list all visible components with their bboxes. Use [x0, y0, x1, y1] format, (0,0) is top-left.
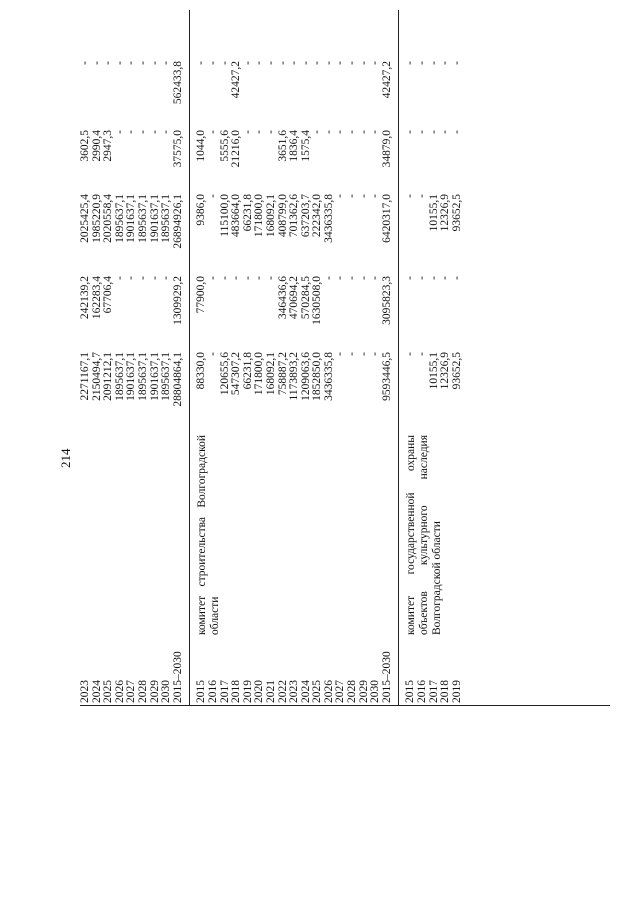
value-cell: - — [322, 61, 335, 65]
value-cell: - — [416, 194, 429, 198]
value-cell: 1044,0 — [195, 130, 208, 162]
year-cell: 2027 — [125, 680, 138, 703]
value-cell: - — [416, 352, 429, 356]
value-cell: 222342,0 — [311, 194, 324, 238]
table-block-continued — [80, 10, 184, 705]
value-cell: - — [346, 61, 359, 65]
value-cell: - — [160, 276, 173, 280]
value-cell: 3651,6 — [276, 130, 289, 162]
value-cell: 42427,2 — [380, 61, 393, 99]
value-cell: - — [404, 276, 417, 280]
value-cell: 1895637,1 — [136, 352, 149, 401]
year-cell: 2015 — [404, 680, 417, 703]
value-cell: - — [416, 130, 429, 134]
value-cell: - — [136, 276, 149, 280]
value-cell: 1630508,0 — [311, 276, 324, 325]
year-cell: 2016 — [206, 680, 219, 703]
year-cell: 2029 — [357, 680, 370, 703]
table-block-construction-committee — [196, 10, 393, 705]
value-cell: - — [136, 61, 149, 65]
year-cell: 2018 — [230, 680, 243, 703]
label-cell — [324, 428, 336, 643]
value-cell: 115100,0 — [218, 194, 231, 237]
year-cell: 2028 — [346, 680, 359, 703]
value-cell: - — [427, 130, 440, 134]
year-cell: 2026 — [113, 680, 126, 703]
value-cell: - — [404, 194, 417, 198]
value-cell: 9593446,5 — [380, 352, 393, 401]
year-cell: 2019 — [450, 680, 463, 703]
year-cell: 2018 — [439, 680, 452, 703]
row-divider — [189, 10, 190, 705]
label-cell — [266, 428, 278, 643]
value-cell: - — [369, 61, 382, 65]
table-row — [161, 10, 173, 705]
budget-table — [80, 10, 610, 705]
year-cell: 2022 — [276, 680, 289, 703]
value-cell: 171800,0 — [253, 352, 266, 396]
label-cell — [312, 428, 324, 643]
table-row — [359, 10, 371, 705]
value-cell: 470694,2 — [288, 276, 301, 320]
value-cell: - — [79, 61, 91, 65]
value-cell: 12326,9 — [439, 352, 452, 390]
value-cell: 1901637,1 — [148, 352, 161, 401]
table-row — [173, 10, 185, 705]
value-cell: - — [357, 276, 370, 280]
table-row — [289, 10, 301, 705]
value-cell: 562433,8 — [171, 61, 184, 105]
label-cell — [301, 428, 313, 643]
table-row — [347, 10, 359, 705]
value-cell: 1852850,0 — [311, 352, 324, 401]
value-cell: 1895637,1 — [160, 194, 173, 243]
responsible-org-label: комитет строительства Волгоградской области — [196, 435, 222, 635]
value-cell: 1901637,1 — [148, 194, 161, 243]
year-cell: 2016 — [416, 680, 429, 703]
year-cell: 2025 — [102, 680, 115, 703]
value-cell: 34879,0 — [380, 130, 393, 168]
value-cell: - — [346, 130, 359, 134]
value-cell: 168092,1 — [264, 194, 277, 238]
value-cell: 1575,4 — [299, 130, 312, 162]
year-cell: 2023 — [79, 680, 91, 703]
value-cell: 1836,4 — [288, 130, 301, 162]
year-cell: 2015–2030 — [171, 651, 184, 703]
value-cell: - — [334, 194, 347, 198]
value-cell: - — [264, 130, 277, 134]
year-cell: 2017 — [218, 680, 231, 703]
value-cell: 1901637,1 — [125, 194, 138, 243]
value-cell: 21216,0 — [230, 130, 243, 168]
year-cell: 2026 — [322, 680, 335, 703]
value-cell: 701362,6 — [288, 194, 301, 238]
value-cell: - — [160, 130, 173, 134]
value-cell: 67706,4 — [102, 276, 115, 314]
value-cell: - — [404, 130, 417, 134]
value-cell: - — [148, 276, 161, 280]
table-row — [80, 10, 92, 705]
value-cell: - — [206, 61, 219, 65]
value-cell: - — [346, 194, 359, 198]
value-cell: - — [148, 61, 161, 65]
value-cell: - — [90, 61, 103, 65]
value-cell: - — [125, 276, 138, 280]
value-cell: 1901637,1 — [125, 352, 138, 401]
value-cell: - — [125, 130, 138, 134]
value-cell: - — [369, 276, 382, 280]
table-row — [138, 10, 150, 705]
value-cell: - — [450, 130, 463, 134]
label-cell — [452, 428, 464, 643]
label-cell — [126, 428, 138, 643]
value-cell: 162283,4 — [90, 276, 103, 320]
year-cell: 2015–2030 — [380, 651, 393, 703]
value-cell: 10155,1 — [427, 352, 440, 390]
value-cell: 1895637,1 — [160, 352, 173, 401]
value-cell: 3602,5 — [79, 130, 91, 162]
value-cell: 346436,6 — [276, 276, 289, 320]
value-cell: - — [218, 61, 231, 65]
table-row — [335, 10, 347, 705]
year-cell: 2023 — [288, 680, 301, 703]
value-cell: - — [125, 61, 138, 65]
value-cell: 1173893,2 — [288, 352, 301, 401]
value-cell: - — [404, 352, 417, 356]
value-cell: - — [206, 194, 219, 198]
value-cell: 242139,2 — [79, 276, 91, 320]
value-cell: 88330,0 — [195, 352, 208, 390]
value-cell: 547307,2 — [230, 352, 243, 396]
label-cell — [80, 428, 92, 643]
value-cell: 10155,1 — [427, 194, 440, 232]
value-cell: - — [102, 61, 115, 65]
value-cell: 93652,5 — [450, 352, 463, 390]
value-cell: 483664,0 — [230, 194, 243, 238]
value-cell: - — [322, 130, 335, 134]
year-cell: 2027 — [334, 680, 347, 703]
table-row — [231, 10, 243, 705]
value-cell: - — [346, 276, 359, 280]
value-cell: 6420317,0 — [380, 194, 393, 243]
label-cell — [382, 428, 394, 643]
table-row — [266, 10, 278, 705]
value-cell: - — [113, 61, 126, 65]
value-cell: - — [253, 130, 266, 134]
value-cell: - — [230, 276, 243, 280]
table-row — [382, 10, 394, 705]
column-divider — [80, 705, 610, 706]
value-cell: - — [416, 276, 429, 280]
value-cell: - — [276, 61, 289, 65]
value-cell: 2947,3 — [102, 130, 115, 162]
value-cell: - — [136, 130, 149, 134]
year-cell: 2030 — [160, 680, 173, 703]
value-cell: 77900,0 — [195, 276, 208, 314]
value-cell: - — [311, 61, 324, 65]
label-cell — [231, 428, 243, 643]
value-cell: - — [450, 61, 463, 65]
value-cell: - — [206, 352, 219, 356]
value-cell: 3436335,8 — [322, 194, 335, 243]
value-cell: - — [253, 61, 266, 65]
value-cell: 2091212,1 — [102, 352, 115, 401]
label-cell — [115, 428, 127, 643]
value-cell: 37575,0 — [171, 130, 184, 168]
value-cell: 93652,5 — [450, 194, 463, 232]
value-cell: - — [439, 276, 452, 280]
value-cell: 5555,6 — [218, 130, 231, 162]
label-cell — [289, 428, 301, 643]
year-cell: 2019 — [241, 680, 254, 703]
year-cell: 2017 — [427, 680, 440, 703]
value-cell: - — [264, 61, 277, 65]
value-cell: - — [206, 276, 219, 280]
value-cell: - — [404, 61, 417, 65]
label-cell — [370, 428, 382, 643]
label-cell — [161, 428, 173, 643]
value-cell: - — [334, 352, 347, 356]
year-cell: 2021 — [264, 680, 277, 703]
label-cell — [103, 428, 115, 643]
value-cell: - — [264, 276, 277, 280]
value-cell: - — [357, 61, 370, 65]
value-cell: - — [369, 194, 382, 198]
value-cell: - — [113, 130, 126, 134]
value-cell: 2271167,1 — [79, 352, 91, 401]
value-cell: - — [299, 61, 312, 65]
value-cell: - — [416, 61, 429, 65]
label-cell — [347, 428, 359, 643]
value-cell: 66231,8 — [241, 194, 254, 232]
label-cell — [150, 428, 162, 643]
page-number: 214 — [58, 448, 73, 468]
label-cell — [138, 428, 150, 643]
value-cell: 120655,6 — [218, 352, 231, 396]
value-cell: - — [427, 276, 440, 280]
year-cell: 2030 — [369, 680, 382, 703]
value-cell: 2990,4 — [90, 130, 103, 162]
value-cell: - — [241, 61, 254, 65]
table-block-heritage-committee — [405, 10, 463, 705]
value-cell: 9386,0 — [195, 194, 208, 226]
value-cell: 28804864,1 — [171, 352, 184, 407]
value-cell: 3436335,8 — [322, 352, 335, 401]
value-cell: - — [160, 61, 173, 65]
value-cell: 408799,0 — [276, 194, 289, 238]
value-cell: 1309929,2 — [171, 276, 184, 325]
value-cell: - — [346, 352, 359, 356]
label-cell — [254, 428, 266, 643]
responsible-org-label: комитет государственной охраны объектов культурного наследия Волгоградской области — [405, 435, 444, 635]
value-cell: - — [253, 276, 266, 280]
value-cell: - — [113, 276, 126, 280]
value-cell: - — [439, 61, 452, 65]
value-cell: - — [369, 352, 382, 356]
value-cell: 2020558,4 — [102, 194, 115, 243]
value-cell: 1985220,9 — [90, 194, 103, 243]
value-cell: 758887,2 — [276, 352, 289, 396]
value-cell: - — [241, 130, 254, 134]
value-cell: - — [195, 61, 208, 65]
year-cell: 2024 — [299, 680, 312, 703]
value-cell: - — [311, 130, 324, 134]
year-cell: 2020 — [253, 680, 266, 703]
value-cell: - — [288, 61, 301, 65]
value-cell: - — [439, 130, 452, 134]
value-cell: - — [369, 130, 382, 134]
label-cell — [359, 428, 371, 643]
value-cell: 12326,9 — [439, 194, 452, 232]
value-cell: 168092,1 — [264, 352, 277, 396]
value-cell: 1209063,6 — [299, 352, 312, 401]
value-cell: - — [322, 276, 335, 280]
value-cell: 42427,2 — [230, 61, 243, 99]
value-cell: 2150494,7 — [90, 352, 103, 401]
label-cell — [173, 428, 185, 643]
label-cell — [92, 428, 104, 643]
label-cell — [243, 428, 255, 643]
value-cell: - — [450, 276, 463, 280]
value-cell: - — [357, 194, 370, 198]
value-cell: - — [218, 276, 231, 280]
value-cell: - — [206, 130, 219, 134]
value-cell: 570284,5 — [299, 276, 312, 320]
value-cell: 2025425,4 — [79, 194, 91, 243]
value-cell: 171800,0 — [253, 194, 266, 238]
value-cell: 1895637,1 — [113, 194, 126, 243]
value-cell: - — [357, 352, 370, 356]
value-cell: 1895637,1 — [113, 352, 126, 401]
value-cell: 1895637,1 — [136, 194, 149, 243]
year-cell: 2028 — [136, 680, 149, 703]
label-cell — [335, 428, 347, 643]
value-cell: - — [427, 61, 440, 65]
year-cell: 2029 — [148, 680, 161, 703]
row-divider — [398, 10, 399, 705]
value-cell: - — [334, 61, 347, 65]
table-row — [324, 10, 336, 705]
value-cell: - — [241, 276, 254, 280]
value-cell: - — [334, 276, 347, 280]
value-cell: - — [334, 130, 347, 134]
label-cell — [278, 428, 290, 643]
value-cell: 637203,7 — [299, 194, 312, 238]
value-cell: 66231,8 — [241, 352, 254, 390]
value-cell: 3095823,3 — [380, 276, 393, 325]
value-cell: - — [148, 130, 161, 134]
value-cell: - — [357, 130, 370, 134]
table-row — [452, 10, 464, 705]
year-cell: 2024 — [90, 680, 103, 703]
year-cell: 2025 — [311, 680, 324, 703]
year-cell: 2015 — [195, 680, 208, 703]
value-cell: 26894926,1 — [171, 194, 184, 249]
